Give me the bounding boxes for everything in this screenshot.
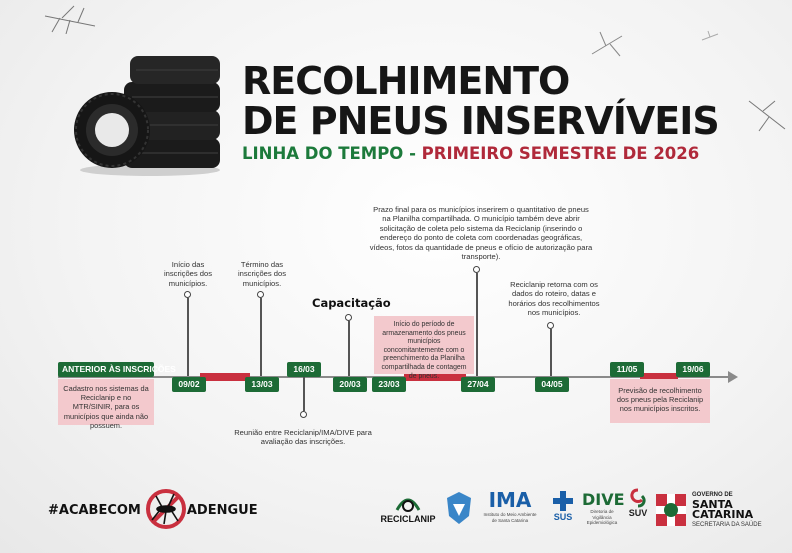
marker-dot [547,322,554,329]
logo-reciclanip [378,492,438,536]
anterior-box: Cadastro nos sistemas da Reciclanip e no MTR/SINIR, para os municípios que ainda não possuem. [58,379,154,425]
reciclanip-icon [393,492,423,514]
marker-stem [187,298,189,376]
dive-subtext: Diretoria de Vigilância Epidemiológica [586,509,618,525]
date-0405: 04/05 [535,377,569,392]
date-1303: 13/03 [245,377,279,392]
suv-icon [628,488,648,508]
marker-stem [476,273,478,376]
logo-shield-icon [444,490,474,530]
date-1906: 19/06 [676,362,710,377]
note-previsao: Previsão de recolhimento dos pneus pela Reciclanip nos municípios inscritos. [610,379,710,423]
mosquito-icon [588,30,628,60]
note-prazo-final: Prazo final para os municípios inserirem o quantitativo de pneus na Planilha compartilhada. O município também deve abrir solicitação de coleta pelo sistema da Reciclanip (inserindo o endereço do ponto de coleta com coordenadas geográficas, vídeos, fotos da quantidade de pneus e ofício de autorização para transporte). [369,205,593,262]
logo-ima [482,488,538,532]
date-2303: 23/03 [372,377,406,392]
sc-flag-icon [656,492,686,528]
page-subtitle [242,144,699,163]
marker-dot [473,266,480,273]
hashtag-left: #ACABECOM [48,503,141,518]
reciclanip-text: RECICLANIP [380,514,436,524]
note-inicio-periodo: Início do período de armazenamento dos pneus municípios concomitantemente com o preenchimento da Planilha compartilhada de contagem de pneus. [374,316,474,374]
no-mosquito-icon [142,488,190,530]
hashtag-right: ADENGUE [186,503,258,518]
mosquito-icon [745,95,790,135]
sus-cross-icon [552,490,574,512]
ima-subtext: Instituto do Meio Ambiente de Santa Catarina [483,512,537,523]
date-2704: 27/04 [461,377,495,392]
date-0902: 09/02 [172,377,206,392]
marker-stem [550,329,552,376]
page-title [242,59,719,143]
logo-governo-sc [656,492,780,532]
marker-dot [257,291,264,298]
note-reuniao: Reunião entre Reciclanip/IMA/DIVE para avaliação das inscrições. [234,428,372,447]
anterior-label: ANTERIOR ÀS INSCRIÇÕES [58,362,154,377]
date-1105: 11/05 [610,362,644,377]
marker-dot [184,291,191,298]
dive-text: DIVE [582,490,625,509]
subtitle-semester: PRIMEIRO SEMESTRE DE 2026 [421,144,700,163]
title-line-2: DE PNEUS INSERVÍVEIS [242,99,719,143]
note-termino-inscricoes: Término das inscrições dos municípios. [237,260,287,288]
tires-illustration [72,50,232,178]
marker-dot [300,411,307,418]
marker-stem [303,377,305,411]
period-inscricoes [200,373,250,381]
gov-sub-text: SECRETARIA DA SAÚDE [692,522,762,528]
date-2003: 20/03 [333,377,367,392]
gov-big-text-1: SANTA [692,498,733,511]
note-capacitacao: Capacitação [312,296,391,310]
gov-small-text: GOVERNO DE [692,492,733,498]
note-inicio-inscricoes: Início das inscrições dos municípios. [163,260,213,288]
title-line-1: RECOLHIMENTO [242,59,570,103]
timeline-arrow-icon [728,371,738,383]
suv-text: SUV [628,508,648,518]
logo-suv [624,488,652,532]
mosquito-icon [40,4,100,34]
marker-stem [260,298,262,376]
subtitle-timeline: LINHA DO TEMPO - [242,144,422,163]
sus-text: SUS [553,512,573,522]
logo-dive [582,490,625,532]
logo-sus [548,490,578,530]
mosquito-icon [700,30,720,44]
marker-dot [345,314,352,321]
note-retorno: Reciclanip retorna com os dados do roteiro, datas e horários dos recolhimentos nos municípios. [508,280,600,318]
gov-big-text-2: CATARINA [692,508,754,521]
date-1603: 16/03 [287,362,321,377]
ima-text: IMA [488,488,532,512]
marker-stem [348,321,350,376]
